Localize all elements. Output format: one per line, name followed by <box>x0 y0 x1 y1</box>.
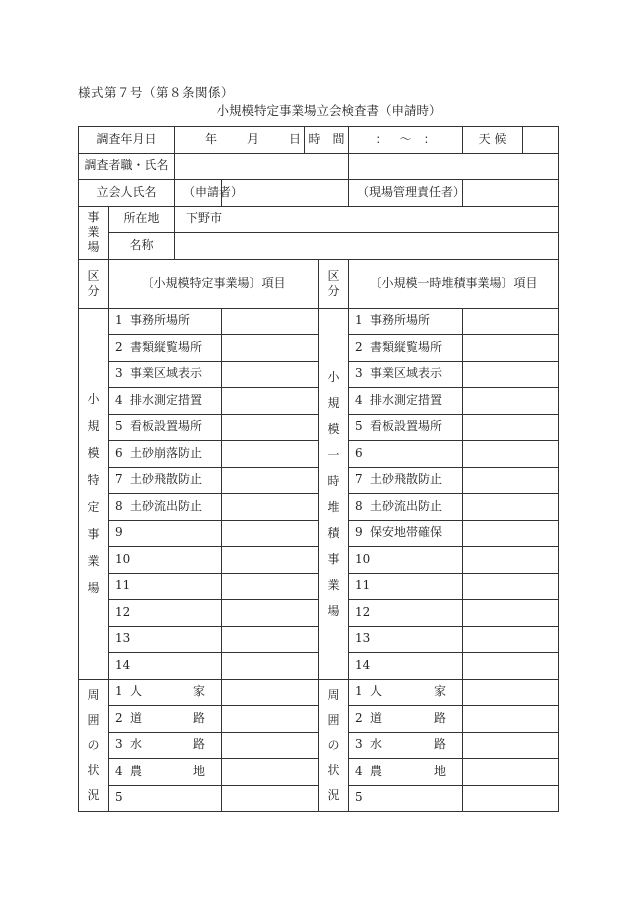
left-item-field[interactable] <box>222 547 319 574</box>
kubun-char: 区 <box>327 268 340 283</box>
left-group-char: 事 <box>87 526 100 541</box>
item-label: 土砂崩落防止 <box>130 445 203 460</box>
surroundings-char: 況 <box>327 787 340 802</box>
left-item <box>109 547 222 574</box>
right-group-char: 積 <box>327 525 340 540</box>
right-item <box>349 414 463 441</box>
location-value[interactable]: 下野市 <box>175 206 559 233</box>
day-label: 日 <box>289 131 302 146</box>
left-item <box>109 388 222 415</box>
left-item <box>109 441 222 468</box>
item-number: 13 <box>355 631 371 646</box>
right-item-field[interactable] <box>463 520 559 547</box>
right-item <box>349 388 463 415</box>
left-item <box>109 573 222 600</box>
item-label: 保安地帯確保 <box>370 525 443 540</box>
right-item-field[interactable] <box>463 547 559 574</box>
month-label: 月 <box>247 131 260 146</box>
surroundings-char: 周 <box>87 687 100 702</box>
item-char-a: 農 <box>130 763 143 778</box>
site-name-field[interactable] <box>175 233 559 260</box>
left-surrounding-item <box>109 706 222 733</box>
item-number: 4 <box>115 763 123 778</box>
left-item <box>109 361 222 388</box>
survey-date-label: 調査年月日 <box>79 127 175 154</box>
right-kubun-label <box>319 259 349 308</box>
item-label: 土砂飛散防止 <box>370 472 443 487</box>
right-item-field[interactable] <box>463 573 559 600</box>
item-char-b: 地 <box>434 763 447 778</box>
item-label: 土砂飛散防止 <box>130 472 203 487</box>
right-item <box>349 335 463 362</box>
left-item <box>109 414 222 441</box>
left-item <box>109 335 222 362</box>
left-item <box>109 653 222 680</box>
left-item-field[interactable] <box>222 573 319 600</box>
left-surrounding-item <box>109 732 222 759</box>
item-label: 事業区域表示 <box>370 366 443 381</box>
weather-field[interactable] <box>523 127 559 154</box>
right-item-field[interactable] <box>463 361 559 388</box>
right-item <box>349 494 463 521</box>
time-colon-start: ： <box>375 131 388 146</box>
item-number: 3 <box>115 366 123 381</box>
site-name-label: 名称 <box>109 233 175 260</box>
item-label: 事務所場所 <box>370 313 431 328</box>
weather-label: 天 候 <box>463 127 523 154</box>
kubun-char: 分 <box>327 283 340 298</box>
right-group-char: 場 <box>327 603 340 618</box>
left-item <box>109 467 222 494</box>
right-group-label <box>319 308 349 679</box>
item-char-b: 地 <box>193 763 206 778</box>
attendee-label: 立会人氏名 <box>79 180 175 207</box>
time-tilde: 〜 <box>399 131 412 146</box>
item-number: 4 <box>115 392 123 407</box>
left-group-label <box>79 308 109 679</box>
right-item-field[interactable] <box>463 494 559 521</box>
item-char-b: 路 <box>193 710 206 725</box>
surroundings-char: 囲 <box>327 712 340 727</box>
left-item-field[interactable] <box>222 494 319 521</box>
item-label: 排水測定措置 <box>130 392 203 407</box>
item-char-b: 家 <box>193 684 206 699</box>
item-char-b: 路 <box>434 710 447 725</box>
item-char-a: 水 <box>130 737 143 752</box>
item-number: 12 <box>355 604 371 619</box>
left-item-field[interactable] <box>222 467 319 494</box>
right-surrounding-field[interactable] <box>463 785 559 812</box>
page-title: 小規模特定事業場立会検査書（申請時） <box>216 103 442 118</box>
left-item <box>109 626 222 653</box>
kubun-char: 分 <box>87 283 100 298</box>
inspector-field-2[interactable] <box>349 153 559 180</box>
surroundings-char: 囲 <box>87 712 100 727</box>
item-number: 12 <box>115 604 131 619</box>
applicant-label: （申請者） <box>175 180 222 207</box>
right-group-char: 模 <box>327 421 340 436</box>
right-item <box>349 600 463 627</box>
site-manager-label: （現場管理責任者） <box>349 180 463 207</box>
left-group-char: 定 <box>87 499 100 514</box>
left-item-field[interactable] <box>222 361 319 388</box>
right-item <box>349 361 463 388</box>
site-char: 場 <box>87 240 100 254</box>
inspector-label: 調査者職・氏名 <box>79 153 175 180</box>
item-char-a: 農 <box>370 763 383 778</box>
site-manager-name-field[interactable] <box>463 180 559 207</box>
time-label: 時 間 <box>305 127 349 154</box>
item-number: 1 <box>115 313 123 328</box>
item-number: 11 <box>355 578 371 593</box>
item-number: 3 <box>355 366 363 381</box>
site-char: 事 <box>87 210 100 224</box>
item-number: 8 <box>115 498 123 513</box>
item-char-a: 人 <box>130 684 143 699</box>
right-group-char: 小 <box>327 369 340 384</box>
item-char-b: 路 <box>434 737 447 752</box>
right-surrounding-item <box>349 785 463 812</box>
left-surrounding-field[interactable] <box>222 706 319 733</box>
item-number: 1 <box>355 313 363 328</box>
item-number: 9 <box>115 525 123 540</box>
item-label: 看板設置場所 <box>130 419 203 434</box>
left-item-field[interactable] <box>222 626 319 653</box>
left-item-field[interactable] <box>222 520 319 547</box>
item-char-a: 道 <box>370 710 383 725</box>
left-item-field[interactable] <box>222 308 319 335</box>
time-field[interactable] <box>349 127 463 154</box>
left-item <box>109 308 222 335</box>
right-section-header: 〔小規模一時堆積事業場〕項目 <box>349 259 559 308</box>
item-number: 1 <box>355 684 363 699</box>
item-number: 14 <box>355 657 371 672</box>
item-number: 2 <box>115 339 123 354</box>
surroundings-char: の <box>327 737 340 752</box>
right-surrounding-field[interactable] <box>463 759 559 786</box>
item-label: 事務所場所 <box>130 313 191 328</box>
right-group-char: 規 <box>327 395 340 410</box>
left-item-field[interactable] <box>222 600 319 627</box>
location-label: 所在地 <box>109 206 175 233</box>
right-item-field[interactable] <box>463 653 559 680</box>
surroundings-char: 状 <box>327 762 340 777</box>
left-item-field[interactable] <box>222 414 319 441</box>
right-item-field[interactable] <box>463 600 559 627</box>
item-number: 10 <box>355 551 371 566</box>
item-label: 排水測定措置 <box>370 392 443 407</box>
right-item-field[interactable] <box>463 414 559 441</box>
item-number: 14 <box>115 657 131 672</box>
right-item <box>349 653 463 680</box>
item-number: 6 <box>115 445 123 460</box>
kubun-char: 区 <box>87 268 100 283</box>
left-group-char: 規 <box>87 418 100 433</box>
right-item-field[interactable] <box>463 626 559 653</box>
left-item-field[interactable] <box>222 335 319 362</box>
site-char: 業 <box>87 225 100 239</box>
item-number: 5 <box>355 419 363 434</box>
left-item-field[interactable] <box>222 653 319 680</box>
item-number: 2 <box>355 339 363 354</box>
right-surrounding-item <box>349 759 463 786</box>
item-label: 土砂流出防止 <box>130 498 203 513</box>
left-surrounding-item <box>109 785 222 812</box>
right-surrounding-field[interactable] <box>463 679 559 706</box>
left-group-char: 業 <box>87 553 100 568</box>
right-item-field[interactable] <box>463 441 559 468</box>
right-item <box>349 626 463 653</box>
right-surrounding-item <box>349 732 463 759</box>
item-number: 3 <box>115 737 123 752</box>
inspector-field-1[interactable] <box>175 153 349 180</box>
left-surrounding-field[interactable] <box>222 679 319 706</box>
right-group-char: 堆 <box>327 499 340 514</box>
left-item-field[interactable] <box>222 441 319 468</box>
item-number: 3 <box>355 737 363 752</box>
item-number: 1 <box>115 684 123 699</box>
left-section-header: 〔小規模特定事業場〕項目 <box>109 259 319 308</box>
left-surrounding-field[interactable] <box>222 732 319 759</box>
item-number: 6 <box>355 445 363 460</box>
item-number: 5 <box>115 790 123 805</box>
surroundings-char: 状 <box>87 762 100 777</box>
right-item <box>349 547 463 574</box>
left-surroundings-label <box>79 679 109 812</box>
year-label: 年 <box>205 131 218 146</box>
item-char-a: 道 <box>130 710 143 725</box>
right-item <box>349 573 463 600</box>
item-char-a: 水 <box>370 737 383 752</box>
item-number: 2 <box>115 710 123 725</box>
left-item <box>109 600 222 627</box>
left-group-char: 模 <box>87 445 100 460</box>
right-surrounding-item <box>349 679 463 706</box>
right-group-char: 業 <box>327 577 340 592</box>
surroundings-char: の <box>87 737 100 752</box>
item-number: 10 <box>115 551 131 566</box>
item-label: 書類縦覧場所 <box>370 339 443 354</box>
item-number: 8 <box>355 498 363 513</box>
item-number: 7 <box>355 472 363 487</box>
right-item-field[interactable] <box>463 388 559 415</box>
item-label: 土砂流出防止 <box>370 498 443 513</box>
survey-date-field[interactable] <box>175 127 305 154</box>
right-item <box>349 308 463 335</box>
right-group-char: 事 <box>327 551 340 566</box>
site-group-label <box>79 206 109 259</box>
item-char-a: 人 <box>370 684 383 699</box>
right-group-char: 時 <box>327 473 340 488</box>
item-label: 事業区域表示 <box>130 366 203 381</box>
right-item <box>349 467 463 494</box>
left-group-char: 小 <box>87 391 100 406</box>
inspection-form-table <box>78 126 559 812</box>
left-item-field[interactable] <box>222 388 319 415</box>
item-number: 5 <box>115 419 123 434</box>
right-item-field[interactable] <box>463 467 559 494</box>
surroundings-char: 況 <box>87 787 100 802</box>
left-surrounding-item <box>109 759 222 786</box>
left-group-char: 特 <box>87 472 100 487</box>
left-surrounding-field[interactable] <box>222 759 319 786</box>
item-number: 9 <box>355 525 363 540</box>
right-group-char: 一 <box>327 447 340 462</box>
item-char-b: 家 <box>434 684 447 699</box>
form-number: 様式第７号（第８条関係） <box>78 85 235 100</box>
right-surrounding-field[interactable] <box>463 706 559 733</box>
item-number: 7 <box>115 472 123 487</box>
left-item <box>109 520 222 547</box>
right-surrounding-field[interactable] <box>463 732 559 759</box>
left-kubun-label <box>79 259 109 308</box>
time-colon-end: ： <box>423 131 436 146</box>
right-surroundings-label <box>319 679 349 812</box>
right-item-field[interactable] <box>463 335 559 362</box>
left-item <box>109 494 222 521</box>
item-number: 13 <box>115 631 131 646</box>
surroundings-char: 周 <box>327 687 340 702</box>
right-surrounding-item <box>349 706 463 733</box>
item-number: 4 <box>355 763 363 778</box>
right-item <box>349 520 463 547</box>
left-group-char: 場 <box>87 580 100 595</box>
right-item <box>349 441 463 468</box>
item-label: 看板設置場所 <box>370 419 443 434</box>
item-char-b: 路 <box>193 737 206 752</box>
item-label: 書類縦覧場所 <box>130 339 203 354</box>
item-number: 2 <box>355 710 363 725</box>
item-number: 11 <box>115 578 131 593</box>
item-number: 5 <box>355 790 363 805</box>
left-surrounding-field[interactable] <box>222 785 319 812</box>
item-number: 4 <box>355 392 363 407</box>
right-item-field[interactable] <box>463 308 559 335</box>
left-surrounding-item <box>109 679 222 706</box>
